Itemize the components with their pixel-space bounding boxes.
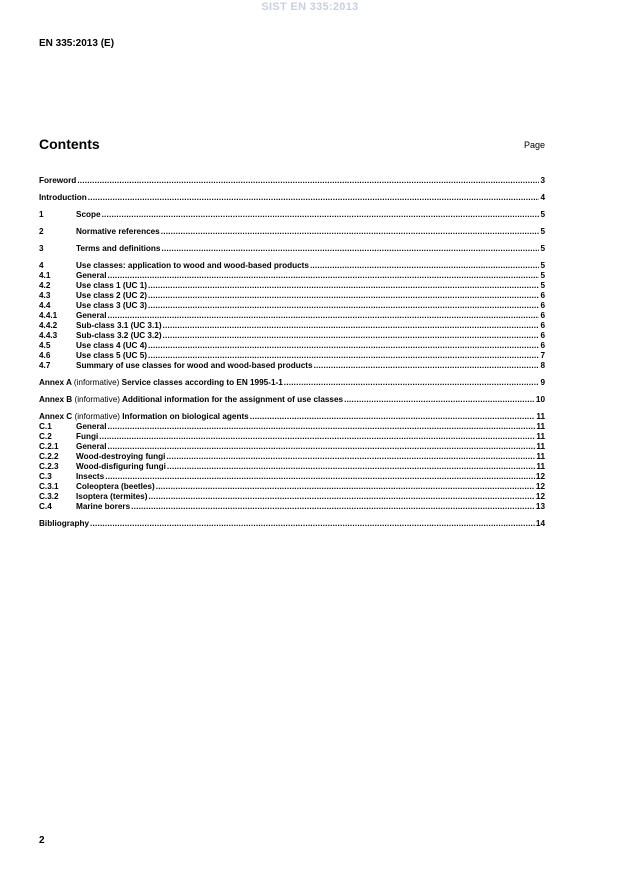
- toc-entry[interactable]: [39, 176, 545, 186]
- annex-informative-label: (informative): [74, 395, 120, 404]
- toc-entry-number: 4.3: [39, 291, 51, 300]
- toc-entry-number: 4.4.1: [39, 311, 58, 320]
- toc-entry-page: 11: [536, 432, 545, 441]
- toc-entry-page: 11: [536, 412, 545, 421]
- toc-entry-page: 13: [535, 502, 545, 511]
- dot-leader: [310, 261, 540, 271]
- dot-leader: [148, 492, 534, 502]
- toc-entry-page: 6: [540, 321, 545, 330]
- dot-leader: [167, 462, 535, 472]
- toc-entry-number: C.2.2: [39, 452, 59, 461]
- page-number: 2: [39, 835, 45, 846]
- toc-entry-title: Use class 2 (UC 2): [76, 291, 147, 300]
- dot-leader: [102, 210, 540, 220]
- dot-leader: [90, 519, 535, 529]
- toc-entry-number: 4.7: [39, 361, 51, 370]
- toc-entry-title: General: [76, 271, 107, 280]
- toc-entry-page: 3: [540, 176, 545, 185]
- annex-informative-label: (informative): [73, 378, 120, 387]
- toc-entry-title: Use class 5 (UC 5): [76, 351, 147, 360]
- toc-entry-number: 4.4.2: [39, 321, 58, 330]
- watermark: SIST EN 335:2013: [261, 1, 359, 13]
- toc-entry-page: 5: [540, 227, 545, 236]
- toc-entry-title: Foreword: [39, 176, 77, 185]
- toc-entry-title: Wood-disfiguring fungi: [76, 462, 166, 471]
- toc-entry-number: 3: [39, 244, 44, 253]
- toc-entry-title: Use class 3 (UC 3): [76, 301, 147, 310]
- toc-entry[interactable]: [39, 422, 545, 432]
- dot-leader: [148, 351, 539, 361]
- toc-entry-title: [39, 395, 343, 405]
- toc-entry[interactable]: [39, 291, 545, 301]
- dot-leader: [161, 244, 539, 254]
- toc-entry[interactable]: [39, 301, 545, 311]
- toc-entry[interactable]: [39, 331, 545, 341]
- toc-entry-page: 12: [535, 492, 545, 501]
- toc-entry-number: C.2.1: [39, 442, 59, 451]
- dot-leader: [344, 395, 535, 405]
- page-column-label: Page: [523, 140, 545, 150]
- dot-leader: [77, 176, 539, 186]
- toc-entry[interactable]: [39, 244, 545, 254]
- toc-entry-title: Bibliography: [39, 519, 90, 528]
- toc-entry-page: 6: [540, 341, 545, 350]
- annex-label: Annex A: [39, 378, 72, 387]
- toc-entry-title: Sub-class 3.1 (UC 3.1): [76, 321, 162, 330]
- toc-entry-page: 14: [535, 519, 545, 528]
- document-id: EN 335:2013 (E): [39, 38, 115, 49]
- annex-informative-label: (informative): [74, 412, 120, 421]
- toc-entry-number: 4.4: [39, 301, 51, 310]
- toc-entry[interactable]: [39, 341, 545, 351]
- toc-entry[interactable]: [39, 519, 545, 529]
- toc-entry[interactable]: [39, 351, 545, 361]
- dot-leader: [88, 193, 540, 203]
- dot-leader: [105, 472, 535, 482]
- toc-entry[interactable]: [39, 452, 545, 462]
- dot-leader: [148, 291, 539, 301]
- dot-leader: [148, 301, 539, 311]
- toc-entry-number: 1: [39, 210, 44, 219]
- toc-entry-page: 11: [536, 452, 545, 461]
- toc-entry-page: 5: [540, 271, 545, 280]
- dot-leader: [250, 412, 536, 422]
- toc-entry-title: Sub-class 3.2 (UC 3.2): [76, 331, 162, 340]
- dot-leader: [166, 452, 535, 462]
- toc-entry-number: 2: [39, 227, 44, 236]
- toc-entry-title: General: [76, 442, 107, 451]
- toc-entry-page: 6: [540, 291, 545, 300]
- dot-leader: [108, 311, 540, 321]
- toc-entry[interactable]: [39, 261, 545, 271]
- toc-entry[interactable]: [39, 482, 545, 492]
- annex-title: Service classes according to EN 1995-1-1: [121, 378, 283, 387]
- toc-entry-title: Summary of use classes for wood and wood-based products: [76, 361, 313, 370]
- toc-entry-title: Isoptera (termites): [76, 492, 148, 501]
- dot-leader: [99, 432, 535, 442]
- dot-leader: [148, 341, 539, 351]
- toc-entry-page: 11: [536, 462, 545, 471]
- toc-entry-number: C.2: [39, 432, 52, 441]
- toc-entry[interactable]: [39, 311, 545, 321]
- dot-leader: [148, 281, 539, 291]
- dot-leader: [163, 321, 540, 331]
- toc-entry-title: Coleoptera (beetles): [76, 482, 155, 491]
- toc-entry[interactable]: [39, 321, 545, 331]
- toc-entry[interactable]: [39, 412, 545, 422]
- toc-entry-title: Fungi: [76, 432, 99, 441]
- dot-leader: [314, 361, 540, 371]
- toc-entry-number: C.3.1: [39, 482, 59, 491]
- toc-entry-number: C.1: [39, 422, 52, 431]
- toc-entry[interactable]: [39, 395, 545, 405]
- toc-entry-title: Terms and definitions: [76, 244, 161, 253]
- toc-entry[interactable]: [39, 271, 545, 281]
- toc-entry-title: Normative references: [76, 227, 160, 236]
- dot-leader: [108, 271, 540, 281]
- toc-entry-title: Marine borers: [76, 502, 131, 511]
- dot-leader: [161, 227, 540, 237]
- toc-entry-title: General: [76, 422, 107, 431]
- toc-entry-title: Scope: [76, 210, 101, 219]
- toc-entry-title: Use class 4 (UC 4): [76, 341, 147, 350]
- toc-entry-title: Use class 1 (UC 1): [76, 281, 147, 290]
- toc-entry-number: C.2.3: [39, 462, 59, 471]
- toc-entry-page: 11: [536, 442, 545, 451]
- toc-entry-number: 4.1: [39, 271, 51, 280]
- toc-entry-number: C.3.2: [39, 492, 59, 501]
- toc-entry-page: 4: [540, 193, 545, 202]
- toc-entry-page: 8: [540, 361, 545, 370]
- toc-entry-title: Insects: [76, 472, 105, 481]
- toc-entry-number: 4.5: [39, 341, 51, 350]
- annex-title: Additional information for the assignment of use classes: [121, 395, 344, 404]
- toc-entry[interactable]: [39, 281, 545, 291]
- toc-entry[interactable]: [39, 492, 545, 502]
- table-of-contents: [39, 176, 545, 529]
- dot-leader: [163, 331, 540, 341]
- toc-entry-number: 4.4.3: [39, 331, 58, 340]
- toc-entry-number: 4.6: [39, 351, 51, 360]
- toc-entry[interactable]: [39, 502, 545, 512]
- toc-entry[interactable]: [39, 442, 545, 452]
- toc-entry-page: 11: [536, 422, 545, 431]
- toc-entry[interactable]: [39, 462, 545, 472]
- annex-label: Annex C: [39, 412, 73, 421]
- dot-leader: [284, 378, 540, 388]
- toc-entry-page: 9: [540, 378, 545, 387]
- toc-entry-number: 4.2: [39, 281, 51, 290]
- toc-entry-page: 5: [540, 261, 545, 270]
- toc-entry-number: C.4: [39, 502, 52, 511]
- annex-title: Information on biological agents: [122, 412, 249, 421]
- toc-entry-title: Wood-destroying fungi: [76, 452, 166, 461]
- toc-entry-page: 5: [540, 210, 545, 219]
- toc-entry-page: 12: [535, 472, 545, 481]
- toc-entry-page: 7: [540, 351, 545, 360]
- toc-entry-page: 6: [540, 301, 545, 310]
- toc-entry-title: Introduction: [39, 193, 87, 202]
- toc-entry-page: 12: [535, 482, 545, 491]
- toc-entry[interactable]: [39, 432, 545, 442]
- toc-entry[interactable]: [39, 378, 545, 388]
- toc-entry[interactable]: [39, 210, 545, 220]
- toc-entry[interactable]: [39, 472, 545, 482]
- toc-entry-page: 5: [540, 281, 545, 290]
- toc-entry-page: 6: [540, 331, 545, 340]
- dot-leader: [156, 482, 535, 492]
- dot-leader: [131, 502, 535, 512]
- toc-entry[interactable]: [39, 193, 545, 203]
- dot-leader: [108, 422, 536, 432]
- toc-entry-title: General: [76, 311, 107, 320]
- dot-leader: [108, 442, 536, 452]
- toc-entry-page: 5: [540, 244, 545, 253]
- toc-entry-title: [39, 378, 283, 388]
- toc-entry-page: 6: [540, 311, 545, 320]
- toc-entry[interactable]: [39, 361, 545, 371]
- toc-entry-page: 10: [535, 395, 545, 404]
- toc-entry[interactable]: [39, 227, 545, 237]
- toc-entry-title: Use classes: application to wood and wood-based products: [76, 261, 309, 270]
- contents-title: Contents: [39, 136, 100, 152]
- toc-entry-title: [39, 412, 249, 422]
- toc-entry-number: C.3: [39, 472, 52, 481]
- annex-label: Annex B: [39, 395, 73, 404]
- toc-entry-number: 4: [39, 261, 44, 270]
